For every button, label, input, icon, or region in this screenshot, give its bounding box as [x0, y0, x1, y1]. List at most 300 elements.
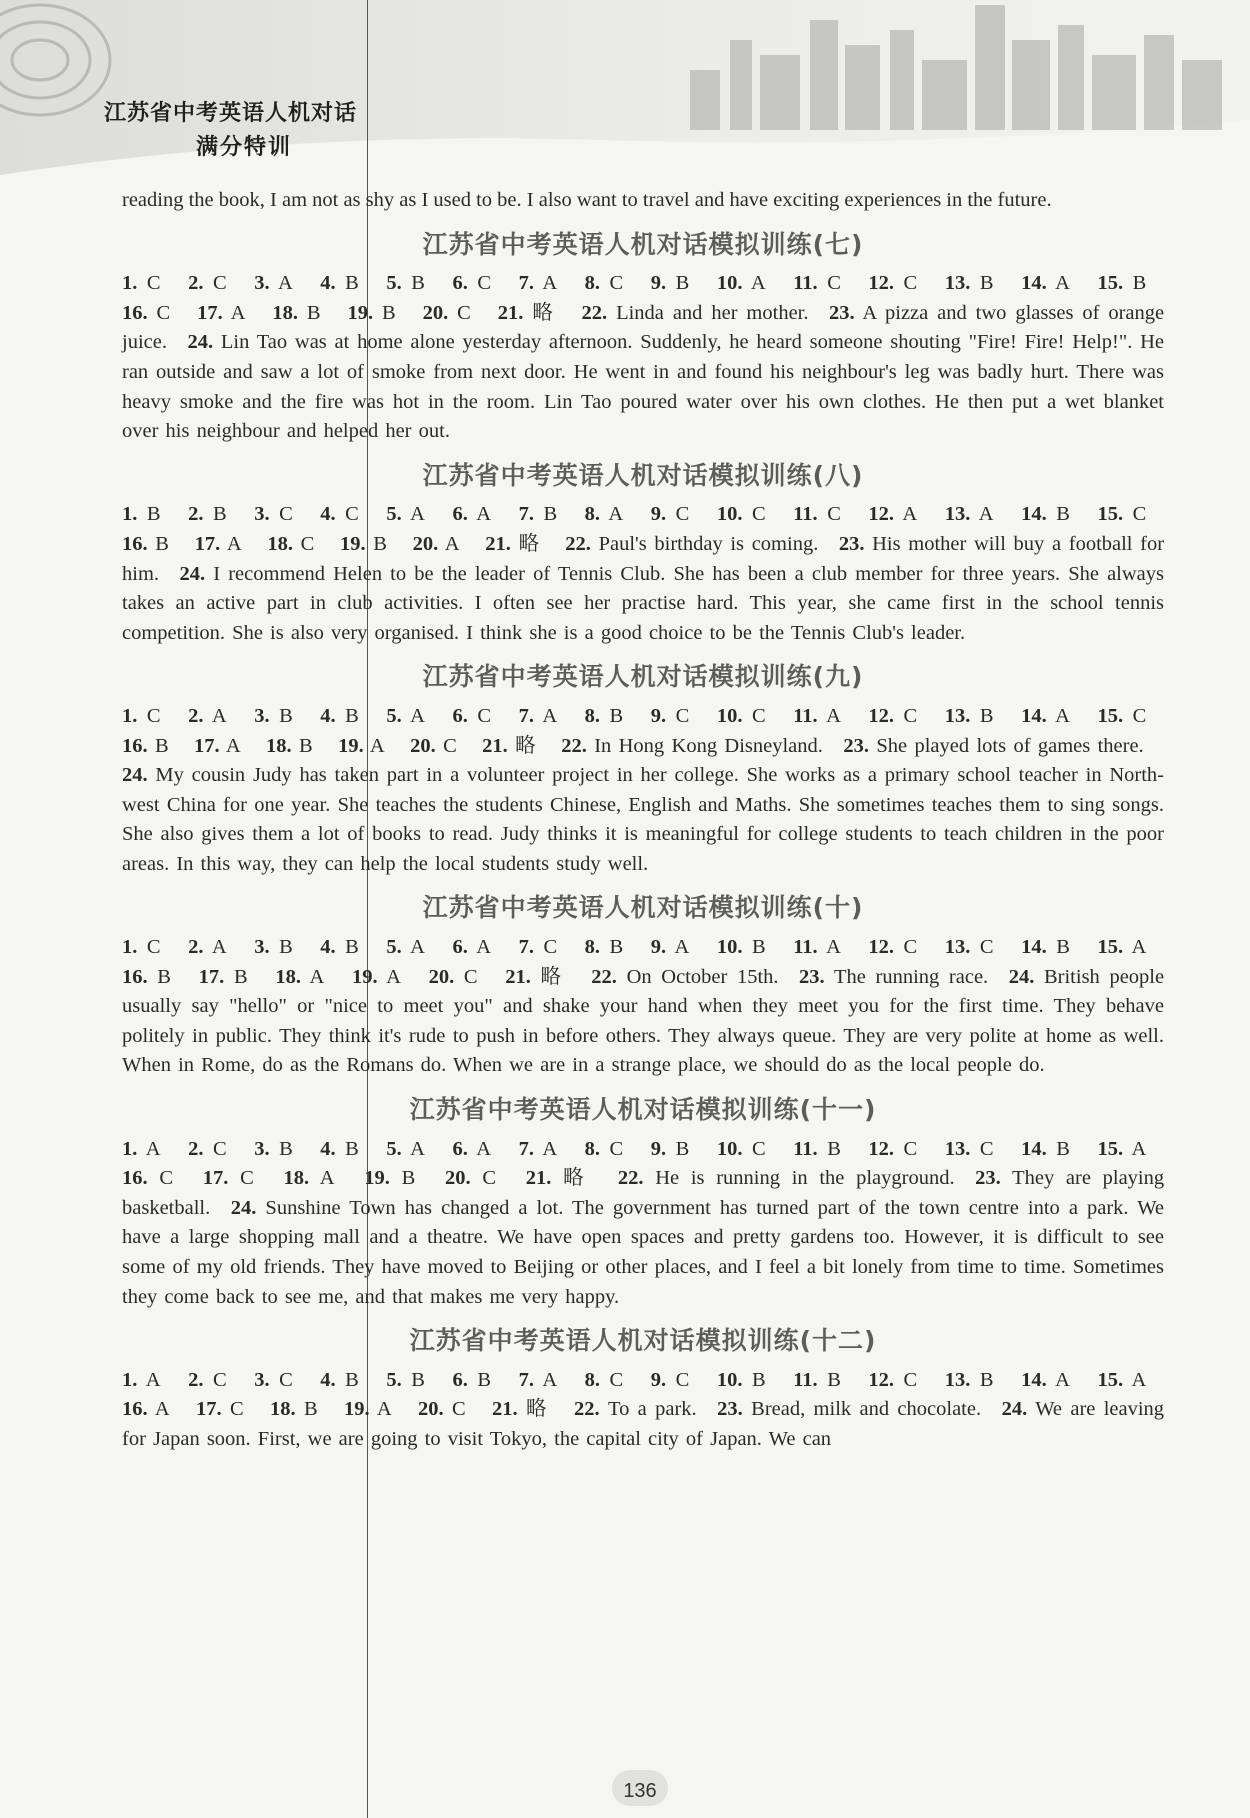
question-number: 18. [275, 965, 301, 988]
question-number: 18. [270, 1398, 296, 1421]
question-number: 8. [584, 1368, 601, 1391]
answer-item [492, 1398, 548, 1420]
answer-text: British people usually say "hello" or "nice to meet you" and shake your hand when they meet you for the first time. They behave politely in public. They think it's rude to push in before others. They always queue. They are very polite at home as well. When in Rome, do as the Romans do. When we are in a strange place, we should do as the local people do. [122, 965, 1165, 1077]
answer-item [199, 966, 248, 988]
question-number: 6. [452, 1368, 468, 1391]
question-number: 24. [122, 764, 148, 787]
answer-text: To a park. [608, 1398, 697, 1421]
question-number: 5. [386, 272, 402, 295]
answer-text: C [1132, 503, 1147, 526]
answer-text: B [543, 503, 558, 526]
answer-text: C [675, 1368, 690, 1391]
question-number: 18. [266, 734, 292, 757]
answer-item [868, 503, 917, 525]
answer-item [452, 936, 491, 958]
answer-item [188, 1138, 227, 1160]
answer-text: C [156, 301, 171, 324]
series-subtitle: 满分特训 [196, 135, 293, 160]
answer-item [868, 1369, 917, 1391]
answer-text: C [146, 936, 161, 959]
answer-item [519, 1138, 558, 1160]
question-number: 4. [320, 1368, 336, 1391]
answer-text: A [211, 704, 227, 727]
answer-item [717, 272, 766, 294]
answer-item [519, 503, 558, 525]
question-number: 4. [320, 272, 336, 295]
answer-text: A [1131, 1137, 1147, 1160]
question-number: 21. [485, 532, 511, 555]
answer-text: B [345, 272, 359, 295]
question-number: 3. [254, 272, 270, 295]
answer-item [320, 503, 359, 525]
answer-item [793, 272, 841, 294]
question-number: 11. [793, 936, 818, 959]
answer-text: Bread, milk and chocolate. [751, 1398, 982, 1421]
answer-text: A [211, 936, 227, 959]
question-number: 23. [829, 301, 855, 324]
answer-item [122, 735, 169, 757]
answer-text: B [279, 1137, 293, 1160]
answer-item [320, 936, 359, 958]
answer-item [945, 1138, 994, 1160]
answer-item [1097, 1138, 1146, 1160]
answer-item [793, 1138, 841, 1160]
answer-text: A pizza and two glasses of orange juice. [122, 301, 1165, 354]
answer-item [574, 1398, 697, 1420]
question-number: 11. [793, 1368, 818, 1391]
section-title: 江苏省中考英语人机对话模拟训练(十一) [409, 1095, 877, 1125]
answer-item [717, 1369, 766, 1391]
question-number: 12. [868, 704, 895, 727]
answer-text: B [401, 1167, 416, 1190]
question-number: 9. [650, 1137, 667, 1160]
question-number: 7. [518, 1368, 534, 1391]
question-number: 8. [584, 1137, 601, 1160]
answer-text: C [212, 1137, 227, 1160]
answer-text: A [542, 1137, 558, 1160]
answer-text: C [477, 704, 492, 727]
question-number: 17. [194, 532, 221, 555]
question-number: 15. [1097, 704, 1124, 727]
question-number: 23. [799, 965, 825, 988]
question-number: 13. [944, 1137, 971, 1160]
answer-text: C [146, 704, 161, 727]
question-number: 19. [339, 532, 366, 555]
question-number: 16. [122, 1167, 148, 1190]
answer-item [945, 503, 994, 525]
answer-text: A [225, 734, 241, 757]
question-number: 20. [444, 1167, 471, 1190]
answer-text: C [827, 503, 841, 526]
answer-text: 略 [515, 734, 536, 757]
answer-item [717, 1398, 981, 1420]
question-number: 17. [197, 301, 223, 324]
answer-text: B [675, 272, 690, 295]
answer-text: B [382, 301, 396, 324]
answer-item [347, 302, 395, 324]
answer-text: On October 15th. [626, 965, 779, 988]
answer-text: C [675, 704, 690, 727]
answer-item [122, 705, 161, 727]
answer-text: B [411, 272, 425, 295]
answer-item [1021, 705, 1070, 727]
question-number: 21. [525, 1167, 552, 1190]
answer-text: A [410, 704, 425, 727]
answer-item [793, 705, 841, 727]
answer-item [582, 302, 809, 324]
question-number: 16. [122, 965, 148, 988]
question-number: 8. [584, 704, 601, 727]
answer-text: B [827, 1137, 841, 1160]
answer-item [651, 1138, 690, 1160]
answer-text: Linda and her mother. [616, 301, 809, 324]
question-number: 10. [716, 503, 743, 526]
question-number: 4. [320, 704, 336, 727]
answer-item [585, 503, 624, 525]
question-number: 19. [347, 301, 374, 324]
answer-item [1021, 1369, 1070, 1391]
question-number: 17. [198, 965, 225, 988]
question-number: 13. [944, 272, 971, 295]
question-number: 2. [188, 1368, 204, 1391]
answer-text: B [979, 704, 994, 727]
answer-text: C [609, 1368, 624, 1391]
answer-text: A [309, 965, 325, 988]
answer-text: C [240, 1167, 254, 1190]
answer-text: A [1055, 1368, 1070, 1391]
answer-item [1097, 272, 1146, 294]
question-number: 19. [344, 1398, 370, 1421]
answer-item [868, 272, 917, 294]
answer-text: Sunshine Town has changed a lot. The government has turned part of the town centre into a park. We have a large shopping mall and a theatre. We have open spaces and pretty gardens too. However, it is difficult to see some of my old friends. They have moved to Beijing or other places, and I feel a bit lonely from time to time. Sometimes they come back to see me, and that makes me very happy. [122, 1196, 1164, 1308]
answer-text: C [477, 272, 492, 295]
answer-text: A [410, 1137, 425, 1160]
question-number: 1. [122, 704, 138, 727]
answer-text: C [903, 936, 918, 959]
question-number: 13. [944, 936, 971, 959]
answer-text: B [1056, 1137, 1070, 1160]
answer-item [188, 272, 227, 294]
question-number: 14. [1021, 272, 1047, 295]
section-title: 江苏省中考英语人机对话模拟训练(七) [422, 229, 864, 259]
answer-item [364, 1167, 415, 1189]
answer-item [1021, 272, 1070, 294]
answer-item [122, 1369, 161, 1391]
question-number: 1. [122, 936, 138, 959]
question-number: 22. [617, 1167, 644, 1190]
question-number: 13. [944, 503, 971, 526]
answer-text: C [451, 1398, 466, 1421]
answer-text: A [826, 936, 841, 959]
answer-text: B [154, 734, 169, 757]
question-number: 6. [452, 936, 468, 959]
answer-text: B [1056, 936, 1070, 959]
intro-paragraph: reading the book, I am not as shy as I used to be. I also want to travel and have exciting experiences in the future. [122, 189, 1052, 211]
answer-sections [122, 230, 1164, 1455]
question-number: 24. [1008, 965, 1035, 988]
answer-item [452, 272, 491, 294]
question-number: 14. [1021, 503, 1047, 526]
answer-item [717, 936, 766, 958]
answer-item [254, 503, 293, 525]
answer-item [485, 533, 539, 555]
answer-text: C [457, 301, 471, 324]
answer-text: B [146, 503, 161, 526]
answer-item [717, 503, 766, 525]
answer-text: C [827, 272, 841, 295]
answer-item [410, 735, 457, 757]
question-number: 15. [1097, 936, 1124, 959]
answer-text: B [827, 1368, 841, 1391]
answer-item [868, 1138, 917, 1160]
answer-item [519, 705, 558, 727]
question-number: 22. [561, 734, 587, 757]
page-number: 136 [623, 1780, 657, 1802]
answer-item [196, 1398, 244, 1420]
answer-item [122, 302, 170, 324]
question-number: 21. [497, 301, 524, 324]
question-number: 2. [188, 1137, 204, 1160]
question-number: 9. [650, 272, 667, 295]
question-number: 14. [1021, 1368, 1047, 1391]
answer-text: C [751, 704, 766, 727]
answer-item [254, 1138, 293, 1160]
answer-item [526, 1167, 588, 1189]
question-number: 13. [944, 704, 971, 727]
answer-item [386, 503, 425, 525]
answer-item [799, 966, 988, 988]
question-number: 23. [717, 1398, 743, 1421]
answer-text: A [978, 503, 994, 526]
question-number: 20. [428, 965, 455, 988]
answer-item [717, 1138, 766, 1160]
answer-text: C [609, 1137, 624, 1160]
question-number: 24. [1001, 1398, 1028, 1421]
answer-text: A [1131, 936, 1147, 959]
answer-item [482, 735, 536, 757]
question-number: 10. [716, 1137, 743, 1160]
question-number: 6. [452, 1137, 468, 1160]
answer-item [793, 503, 841, 525]
question-number: 13. [944, 1368, 971, 1391]
answer-item [122, 1138, 161, 1160]
answer-item [413, 533, 460, 555]
answer-item [945, 272, 994, 294]
question-number: 23. [975, 1167, 1001, 1190]
question-number: 9. [650, 503, 667, 526]
answer-text: B [233, 965, 248, 988]
answer-item [254, 272, 293, 294]
answer-item [386, 936, 425, 958]
question-number: 20. [422, 301, 449, 324]
answer-text: B [279, 704, 293, 727]
question-number: 5. [386, 1137, 402, 1160]
question-number: 6. [452, 704, 468, 727]
answer-text: A [319, 1167, 335, 1190]
question-number: 12. [868, 503, 895, 526]
answer-item [344, 1398, 392, 1420]
answer-text: B [609, 936, 624, 959]
answer-item [270, 1398, 318, 1420]
answer-item [945, 936, 994, 958]
answer-text: B [345, 704, 359, 727]
question-number: 18. [272, 301, 298, 324]
answer-text: A [826, 704, 841, 727]
question-number: 15. [1097, 1368, 1124, 1391]
answer-item [122, 1398, 170, 1420]
question-number: 9. [650, 704, 667, 727]
question-number: 15. [1097, 503, 1124, 526]
question-number: 7. [518, 272, 534, 295]
answer-item [203, 1167, 254, 1189]
answer-text: A [542, 1368, 558, 1391]
answer-text: C [463, 965, 478, 988]
answer-text: 略 [563, 1167, 589, 1190]
answer-item [452, 1369, 491, 1391]
answer-text: B [979, 272, 994, 295]
answer-item [519, 936, 558, 958]
answer-text: My cousin Judy has taken part in a volunteer project in her college. She works as a primary school teacher in North-west China for one year. She teaches the students Chinese, English and Maths. She sometimes teaches them to sing songs. She also gives them a lot of books to read. Judy thinks it is meaningful for college students to teach children in the poor areas. In this way, they can help the local students study well. [122, 764, 1164, 875]
answer-item [340, 533, 387, 555]
question-number: 10. [716, 272, 743, 295]
answer-item [386, 1369, 425, 1391]
question-number: 12. [868, 1368, 895, 1391]
answer-text: C [903, 704, 918, 727]
answer-item [386, 1138, 425, 1160]
question-number: 24. [179, 562, 206, 585]
answer-item [338, 735, 385, 757]
answer-text: A [1055, 272, 1070, 295]
answer-text: A [476, 1137, 492, 1160]
answer-text: C [345, 503, 359, 526]
answer-item [585, 272, 624, 294]
answer-text: C [751, 503, 766, 526]
answer-text: A [410, 936, 425, 959]
question-number: 24. [187, 331, 214, 354]
question-number: 22. [591, 965, 617, 988]
question-number: 16. [122, 734, 148, 757]
question-number: 12. [868, 936, 895, 959]
answer-item [945, 1369, 994, 1391]
question-number: 5. [386, 503, 402, 526]
question-number: 14. [1021, 936, 1047, 959]
answer-item [945, 705, 994, 727]
answer-item [561, 735, 823, 757]
answer-item [585, 1369, 624, 1391]
answer-text: A [145, 1137, 161, 1160]
answer-text: C [903, 1137, 918, 1160]
answer-item [320, 705, 359, 727]
answer-text: C [482, 1167, 497, 1190]
answer-item [122, 1167, 173, 1189]
question-number: 17. [194, 734, 220, 757]
answer-item [320, 272, 359, 294]
answer-text: B [299, 734, 313, 757]
answer-item [122, 764, 1164, 875]
answer-text: B [155, 532, 169, 555]
question-number: 2. [188, 704, 204, 727]
answer-text: A [226, 532, 242, 555]
answer-text: B [303, 1398, 318, 1421]
answer-text: A [145, 1368, 161, 1391]
question-number: 4. [320, 1137, 336, 1160]
question-number: 22. [581, 301, 608, 324]
answer-text: A [444, 532, 460, 555]
answer-item [254, 936, 293, 958]
question-number: 5. [386, 704, 402, 727]
answer-text: A [902, 503, 918, 526]
section-title: 江苏省中考英语人机对话模拟训练(八) [422, 460, 864, 490]
answer-text: A [386, 965, 401, 988]
question-number: 3. [254, 704, 270, 727]
question-number: 11. [793, 503, 818, 526]
answer-text: 略 [532, 301, 555, 324]
answer-text: C [609, 272, 624, 295]
answer-item [445, 1167, 496, 1189]
answer-text: C [903, 272, 918, 295]
question-number: 15. [1097, 272, 1124, 295]
question-number: 1. [122, 1368, 138, 1391]
answer-text: B [212, 503, 227, 526]
question-number: 7. [518, 503, 534, 526]
question-number: 17. [196, 1398, 222, 1421]
answer-text: His mother will buy a football for him. [122, 532, 1165, 585]
answer-text: B [1132, 272, 1147, 295]
answer-text: A [369, 734, 385, 757]
answer-text: A [542, 704, 558, 727]
answer-item [197, 302, 245, 324]
answer-block [122, 702, 1164, 880]
answer-text: B [751, 936, 766, 959]
answer-item [452, 1138, 491, 1160]
answer-text: The running race. [833, 965, 989, 988]
answer-text: C [979, 1137, 994, 1160]
answer-item [793, 936, 841, 958]
answer-item [843, 735, 1143, 757]
question-number: 19. [364, 1167, 390, 1190]
answer-item [320, 1138, 359, 1160]
answer-item [585, 936, 624, 958]
question-number: 6. [452, 272, 468, 295]
question-number: 2. [188, 936, 204, 959]
question-number: 21. [505, 965, 531, 988]
question-number: 9. [650, 936, 667, 959]
answer-item [452, 503, 491, 525]
question-number: 8. [584, 503, 601, 526]
question-number: 23. [843, 734, 870, 757]
answer-item [1097, 705, 1146, 727]
answer-block [122, 500, 1164, 648]
answer-text: C [300, 532, 315, 555]
answer-item [188, 503, 227, 525]
answer-item [565, 533, 818, 555]
answer-text: We are leaving for Japan soon. First, we are going to visit Tokyo, the capital city of Japan. We can [122, 1398, 1165, 1450]
answer-text: B [279, 936, 293, 959]
question-number: 14. [1021, 1137, 1047, 1160]
answer-item [651, 272, 690, 294]
section-title: 江苏省中考英语人机对话模拟训练(十) [422, 893, 864, 923]
answer-text: A [476, 936, 492, 959]
answer-item [275, 966, 324, 988]
answer-text: A [230, 301, 246, 324]
answer-item [1097, 936, 1146, 958]
answer-text: C [146, 272, 161, 295]
answer-text: Lin Tao was at home alone yesterday afternoon. Suddenly, he heard someone shouting "Fire! Fire! Help!". He ran outside and saw a lot of smoke from next door. He went in and found his neighbour's leg was badly hurt. There was heavy smoke and the fire was hot in the room. Lin Tao poured water over his own clothes. He then put a wet blanket over his neighbour and helped her out. [122, 331, 1165, 443]
answer-text: B [979, 1368, 994, 1391]
answer-item [195, 533, 242, 555]
answer-text: C [279, 503, 293, 526]
answer-item [651, 503, 690, 525]
